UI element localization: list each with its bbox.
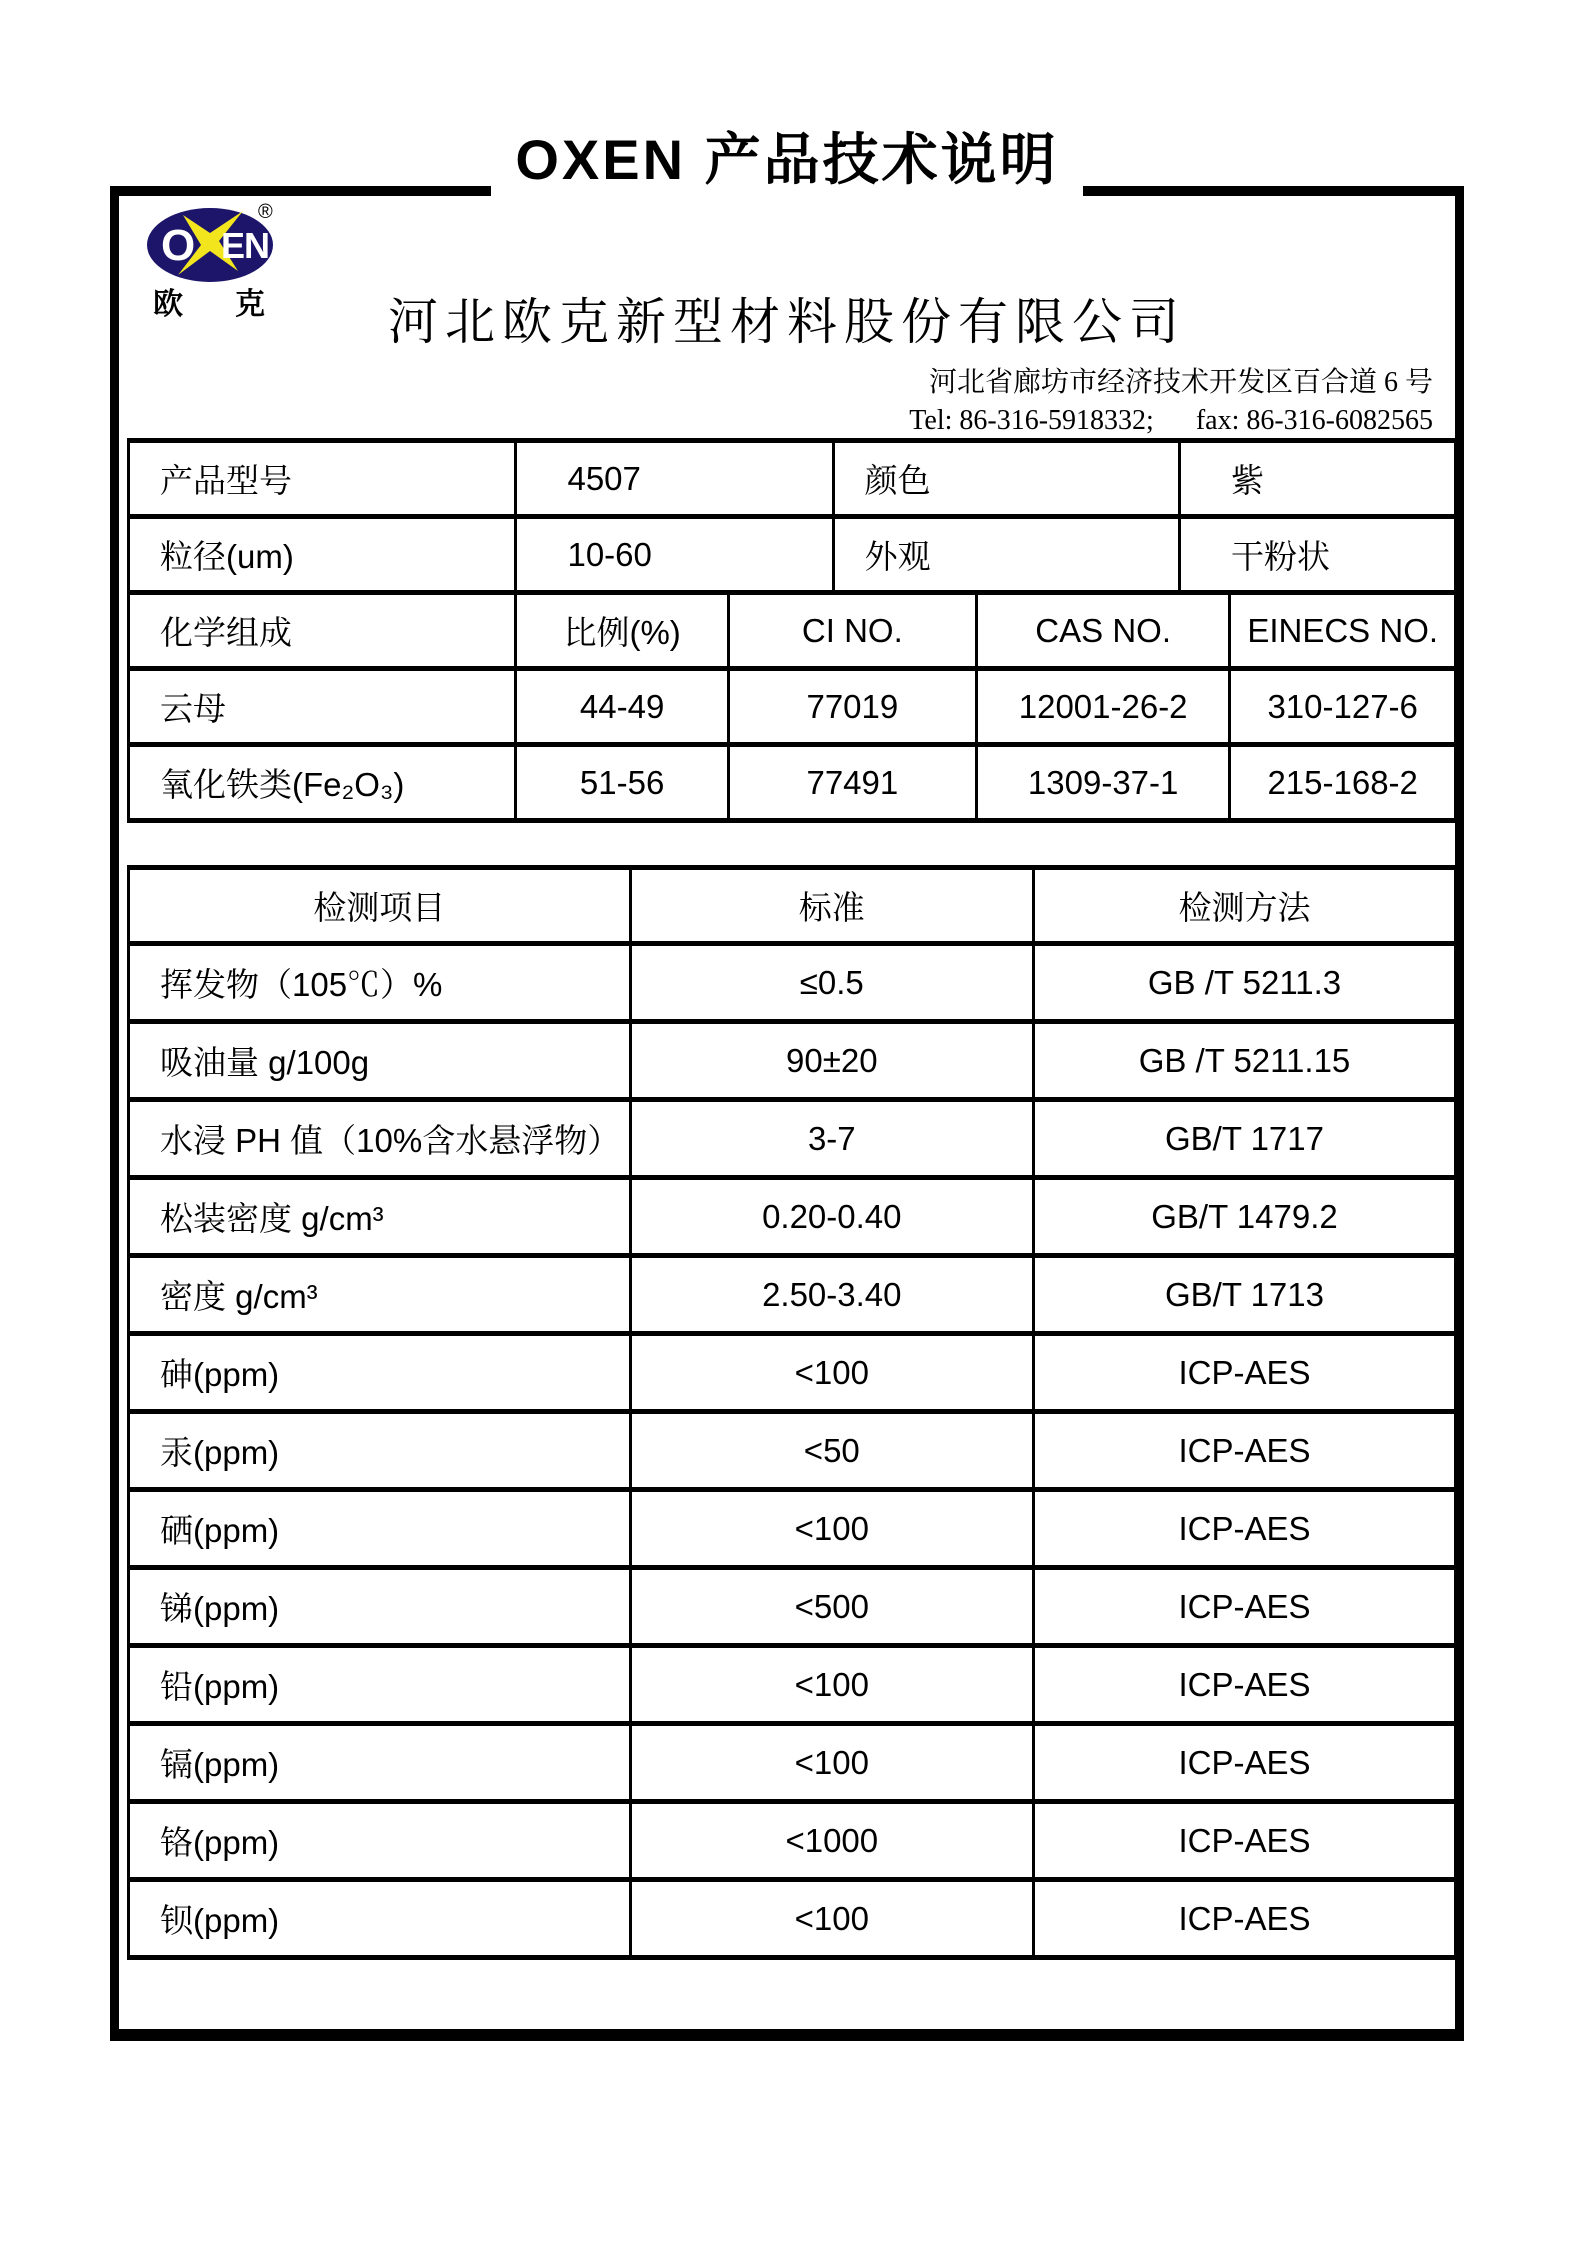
component-name: 云母 (129, 669, 516, 745)
test-item-cell: 挥发物（105℃）% (129, 944, 631, 1022)
test-standard-cell: <50 (630, 1412, 1033, 1490)
test-method-cell: GB /T 5211.3 (1034, 944, 1456, 1022)
test-standard-cell: <1000 (630, 1802, 1033, 1880)
column-header: 检测项目 (129, 868, 631, 944)
table-row (129, 1256, 1456, 1334)
component-ratio: 51-56 (516, 745, 728, 821)
test-standard-cell: 90±20 (630, 1022, 1033, 1100)
test-item-cell: 锑(ppm) (129, 1568, 631, 1646)
table-row (129, 1568, 1456, 1646)
test-results-table (127, 865, 1457, 1960)
title-band (110, 115, 1464, 196)
test-method-cell: GB/T 1717 (1034, 1100, 1456, 1178)
column-header: CAS NO. (976, 593, 1229, 669)
test-item-cell: 松装密度 g/cm³ (129, 1178, 631, 1256)
logo-caption-right: 克 (235, 288, 265, 321)
component-name: 氧化铁类(Fe₂O₃) (129, 745, 516, 821)
test-item-cell: 砷(ppm) (129, 1334, 631, 1412)
test-item-cell: 铬(ppm) (129, 1802, 631, 1880)
cas-number: 12001-26-2 (976, 669, 1229, 745)
einecs-number: 215-168-2 (1230, 745, 1456, 821)
composition-table (127, 590, 1457, 823)
column-header: 检测方法 (1034, 868, 1456, 944)
company-name: 河北欧克新型材料股份有限公司 (388, 294, 1186, 350)
field-value: 干粉状 (1179, 517, 1455, 593)
table-row (129, 441, 1456, 517)
table-row (129, 669, 1456, 745)
field-label: 外观 (833, 517, 1179, 593)
field-value: 紫 (1179, 441, 1455, 517)
test-method-cell: ICP-AES (1034, 1646, 1456, 1724)
logo-letter-o: O (161, 221, 196, 270)
test-item-cell: 镉(ppm) (129, 1724, 631, 1802)
test-method-cell: GB/T 1713 (1034, 1256, 1456, 1334)
table-header-row (129, 868, 1456, 944)
field-label: 产品型号 (129, 441, 516, 517)
test-method-cell: ICP-AES (1034, 1802, 1456, 1880)
logo-caption-left: 欧 (153, 288, 183, 321)
field-label: 颜色 (833, 441, 1179, 517)
table-row (129, 1022, 1456, 1100)
table-row (129, 1724, 1456, 1802)
cas-number: 1309-37-1 (976, 745, 1229, 821)
component-ratio: 44-49 (516, 669, 728, 745)
ci-number: 77019 (728, 669, 976, 745)
test-item-cell: 密度 g/cm³ (129, 1256, 631, 1334)
test-method-cell: GB /T 5211.15 (1034, 1022, 1456, 1100)
test-method-cell: GB/T 1479.2 (1034, 1178, 1456, 1256)
table-row (129, 1490, 1456, 1568)
field-value: 10-60 (516, 517, 833, 593)
column-header: 化学组成 (129, 593, 516, 669)
table-row (129, 944, 1456, 1022)
test-method-cell: ICP-AES (1034, 1490, 1456, 1568)
company-address-block (909, 364, 1433, 440)
product-spec-table (127, 438, 1457, 823)
test-standard-cell: 3-7 (630, 1100, 1033, 1178)
test-standard-cell: <100 (630, 1880, 1033, 1958)
test-item-cell: 汞(ppm) (129, 1412, 631, 1490)
logo-letters-en: EN (221, 225, 270, 266)
test-method-cell: ICP-AES (1034, 1334, 1456, 1412)
field-label: 粒径(um) (129, 517, 516, 593)
test-method-cell: ICP-AES (1034, 1412, 1456, 1490)
product-info-table (127, 438, 1457, 595)
table-row (129, 1412, 1456, 1490)
table-row (129, 1178, 1456, 1256)
column-header: 标准 (630, 868, 1033, 944)
test-standard-cell: <100 (630, 1334, 1033, 1412)
column-header: EINECS NO. (1230, 593, 1456, 669)
table-header-row (129, 593, 1456, 669)
table-row (129, 745, 1456, 821)
test-standard-cell: <100 (630, 1724, 1033, 1802)
table-row (129, 1334, 1456, 1412)
page-title: OXEN 产品技术说明 (515, 128, 1059, 191)
registered-mark-icon: ® (258, 201, 273, 223)
column-header: CI NO. (728, 593, 976, 669)
test-item-cell: 水浸 PH 值（10%含水悬浮物） (129, 1100, 631, 1178)
tel-fax-line: Tel: 86-316-5918332; fax: 86-316-6082565 (909, 405, 1433, 436)
content-frame (110, 186, 1464, 2041)
test-standard-cell: 0.20-0.40 (630, 1178, 1033, 1256)
test-item-cell: 吸油量 g/100g (129, 1022, 631, 1100)
address-line: 河北省廊坊市经济技术开发区百合道 6 号 (928, 367, 1433, 398)
column-header: 比例(%) (516, 593, 728, 669)
einecs-number: 310-127-6 (1230, 669, 1456, 745)
test-standard-cell: <100 (630, 1646, 1033, 1724)
field-value: 4507 (516, 441, 833, 517)
table-row (129, 1880, 1456, 1958)
test-method-cell: ICP-AES (1034, 1568, 1456, 1646)
table-row (129, 517, 1456, 593)
test-item-cell: 钡(ppm) (129, 1880, 631, 1958)
test-standard-cell: <100 (630, 1490, 1033, 1568)
test-standard-cell: ≤0.5 (630, 944, 1033, 1022)
table-row (129, 1646, 1456, 1724)
test-item-cell: 铅(ppm) (129, 1646, 631, 1724)
table-row (129, 1100, 1456, 1178)
ci-number: 77491 (728, 745, 976, 821)
test-standard-cell: <500 (630, 1568, 1033, 1646)
test-method-cell: ICP-AES (1034, 1724, 1456, 1802)
test-standard-cell: 2.50-3.40 (630, 1256, 1033, 1334)
test-method-cell: ICP-AES (1034, 1880, 1456, 1958)
test-item-cell: 硒(ppm) (129, 1490, 631, 1568)
table-row (129, 1802, 1456, 1880)
